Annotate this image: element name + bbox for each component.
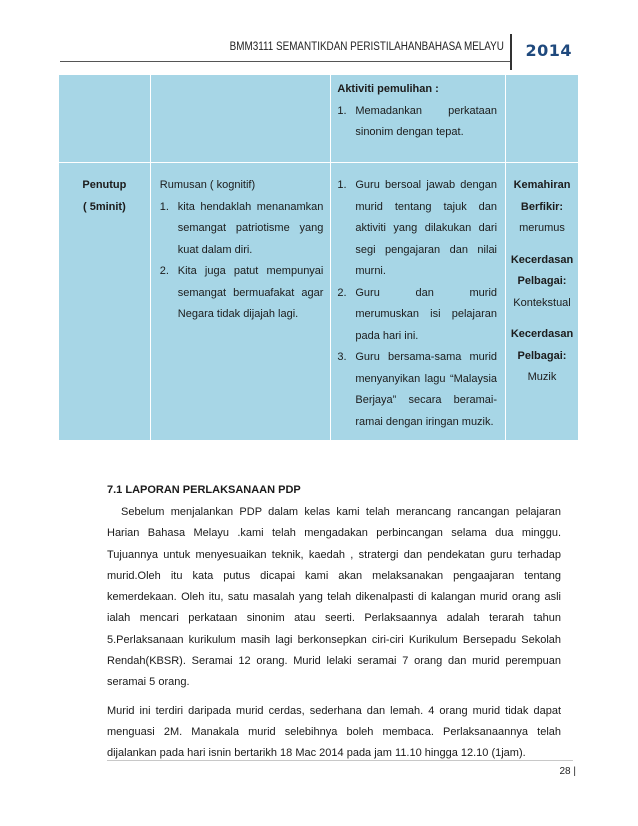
lesson-plan-table — [58, 74, 579, 441]
list-item: 2. Kita juga patut mempunyai semangat bermuafakat agar Negara tidak dijajah lagi. — [159, 265, 324, 320]
skill-title: Kemahiran Berfikir: — [513, 179, 571, 213]
table-cell — [506, 75, 579, 163]
remedial-activity-list — [337, 101, 497, 144]
list-item: 1. Guru bersoal jawab dengan murid tentang tajuk dan aktiviti yang dilakukan dari segi pengajaran dan nilai murni. — [337, 179, 498, 277]
stage-cell — [59, 163, 151, 441]
table-row — [59, 163, 579, 441]
summary-heading: Rumusan ( kognitif) — [159, 179, 256, 191]
skill-value: merumus — [519, 222, 565, 234]
page-header — [60, 34, 578, 74]
list-item: 2. Guru dan murid merumuskan isi pelajaran pada hari ini. — [337, 286, 498, 342]
page-number: 28 | — [559, 766, 576, 777]
header-vertical-divider — [510, 34, 512, 70]
stage-name: Penutup — [82, 179, 127, 191]
stage-duration: ( 5minit) — [82, 200, 126, 213]
table-cell — [59, 75, 151, 163]
report-section — [107, 484, 561, 765]
summary-list — [160, 197, 324, 326]
list-item: 3. Guru bersama-sama murid menyanyikan lagu “Malaysia Berjaya” secara beramai-ramai dengan iringan muzik. — [337, 351, 498, 428]
skills-cell — [506, 163, 579, 441]
header-divider — [60, 61, 510, 62]
section-title: 7.1 LAPORAN PERLAKSANAAN PDP — [107, 484, 301, 496]
remedial-activity-heading: Aktiviti pemulihan : — [337, 83, 439, 95]
activity-list — [337, 175, 497, 433]
table-row — [59, 75, 579, 163]
list-item: 1. Memadankan perkataan sinonim dengan tepat. — [337, 104, 498, 138]
list-item: 1. kita hendaklah menanamkan semangat patriotisme yang kuat dalam diri. — [159, 200, 324, 256]
footer-divider — [107, 760, 573, 761]
header-title: BMM3111 SEMANTIKDAN PERISTILAHANBAHASA MELAYU — [229, 41, 504, 53]
table-cell — [331, 75, 506, 163]
report-paragraph: Sebelum menjalankan PDP dalam kelas kami telah merancang rancangan pelajaran Harian Bahasa Melayu .kami telah mengadakan perbincangan selama dua minggu. Tujuannya untuk menyesuaikan teknik, kaedah , stratergi dan pendekatan guru terhadap murid.Oleh itu kata putus dicapai kami akan melaksanakan pengaajaran tentang kemerdekaan. Oleh itu, satu masalah yang telah dikenalpasti di kalangan murid orang asli ialah mencari perkataan sinonim atau seerti. Perlaksaannya adalah terarah tahun 5.Perlaksanaan kurikulum masih lagi berkonsepkan ciri-ciri Kurikulum Bersepadu Sekolah Rendah(KBSR). Seramai 12 orang. Murid lelaki seramai 7 orang dan murid perempuan seramai 5 orang. — [107, 506, 561, 689]
content-cell — [150, 163, 331, 441]
report-paragraph: Murid ini terdiri daripada murid cerdas, sederhana dan lemah. 4 orang murid tidak dapat menguasi 2M. Manakala murid selebihnya boleh membaca. Perlaksanaannya telah dijalankan pada hari isnin bertarikh 18 Mac 2014 pada jam 11.10 hingga 12.10 (1jam). — [107, 704, 561, 760]
skill-title: Kecerdasan Pelbagai: — [510, 253, 574, 287]
skill-value: Kontekstual — [513, 296, 571, 309]
header-year: 2014 — [525, 41, 572, 60]
skill-value: Muzik — [527, 371, 557, 383]
table-cell — [150, 75, 331, 163]
activity-cell — [331, 163, 506, 441]
skill-title: Kecerdasan Pelbagai: — [510, 328, 574, 362]
